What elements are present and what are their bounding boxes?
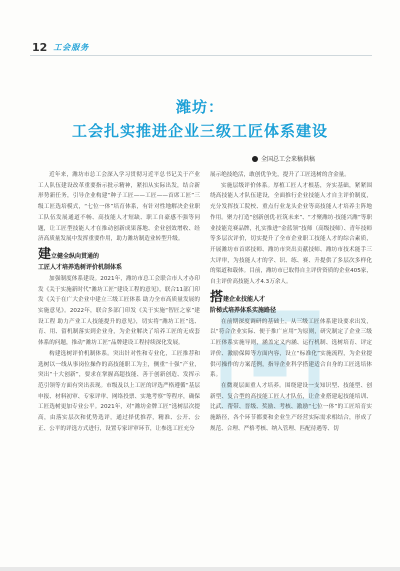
section-heading-text: 建企业技能人才	[223, 295, 266, 303]
section-heading-text: 立健全纵向贯通的	[51, 252, 100, 260]
section-subheading: 阶梯式培养体系实施路径	[210, 306, 277, 314]
left-column	[38, 170, 200, 434]
section-heading-initial: 建	[38, 246, 52, 262]
paragraph: 实施层级评价体系。厚植工匠人才根基，夯实基础，紧紧围绕高技能人才队伍建设，全面推行企业技能人才自主评价制度，充分发挥技工院校、重点行业龙头企业等高技能人才培养主阵地作用。聚力打造“创新创优·匠筑未来”、“才聚潍坊·技能兴潍”等职业技能竞赛品牌，扎实推进“金蓝领”技师（高级技师）、青年技师等多层次评价，切实提升了全市企业职工技能人才的综合素质，开展潍坊市首席技师、潍坊市突出贡献技师、潍坊市技术能手三大评审，为技能人才的学、识、练、赛、升提供了多层次多样化的渠道和载体。目前，潍坊市已取得自主评价资质的企业405家，自主评价高技能人才4.3万余人。	[210, 182, 372, 286]
section-name: 工会服务	[53, 42, 90, 52]
right-column	[210, 170, 372, 434]
section-heading-2	[210, 291, 372, 304]
paragraph: 加强制度体系建设。2021年，潍坊市总工会联合市人才办印发《关于实施新时代“潍坊工匠”建设工程的意见》，联合11部门印发《关于在广大企业中建立三级工匠体系 助力全市高质量发展的实施意见》。2022年，联合多部门印发《关于实施“智匠之家”建设工程 助力产业工人技能提升的意见》，切实将“潍坊工匠”选、育、用、留机制落实到企业身，为企业解决了培养工匠的无成套体系的问题，推动“潍坊工匠”品牌建设工程持续深化发展。	[38, 275, 200, 347]
byline-text: 全国总工会来稿供稿	[261, 156, 316, 163]
paragraph: 构建选树评价机制体系。突出针对性和专业化，工匠推荐和选树以一线从事岗位操作的高技能职工为主，侧重“十强”产业，突出“十大创新”，要求在掌握高超技能、善于创新创造、发挥示范引领等方面有突出表现。市级及以上工匠的评选严格遵循“基层申报、材料初审、专家评审、网络投票、实地考察”等程序，确保工匠选树更加专业公平。2021年，对“潍坊金牌工匠”选树层次提高，由落实层次和优势选评，通过择优推荐，精准、公开、公正、公平的评选方式进行，设置专家评审环节，让参选工匠充分	[38, 350, 200, 432]
section-heading-1	[38, 248, 200, 261]
paragraph: 在微观层面重人才培养。围绕建设一支知识型、技能型、创新型、复合型的高技能工匠人才队伍，让企业搭建起技能培训、比武、帮带、晋级、奖励、考核、激励“七位一体”的工匠培育实施路径，各个环节都要和企业生产经营实际需求相结合，形成了规范、合理、严格考核、纳入管理、匹配待遇等、切	[210, 382, 372, 432]
paragraph: 近年来，潍坊市总工会深入学习贯彻习近平总书记关于产业工人队伍建设改革重要指示批示精神，紧扣从实际出发，结合新形势新任务，引导企业构建“种子工匠——工匠——首席工匠”三级工匠选培模式，“七位一体”培育体系，有针对性地解决企业职工队伍发展通道不畅、高技能人才短缺、职工自豪感不强等问题，让工匠型技能人才在推动创新成果落地、企业创效增收、经济高质量发展中发挥重要作用，助力潍坊制造业转型升级。	[38, 172, 200, 243]
header-divider	[30, 55, 372, 56]
page-number: 12	[32, 40, 48, 54]
article-title-line2: 工会扎实推进企业三级工匠体系建设	[71, 122, 328, 140]
article-title-line1: 潍坊：	[175, 98, 224, 116]
section-heading-initial: 搭	[210, 289, 224, 305]
section-subheading: 工匠人才培养选树评价机制体系	[38, 263, 123, 271]
page-header	[32, 40, 89, 54]
page-bottom-edge	[0, 567, 400, 571]
paragraph: 展示绝技绝活，敢创优争先，提升了工匠选树的含金量。	[210, 172, 350, 178]
bullet-icon	[252, 156, 258, 162]
paragraph: 在前期深度调研的基础上，从三级工匠体系建设要求出发，以“符合企业实际、便于推广应用”为原则，研究制定了企业三级工匠体系实施导则，涵盖定义内涵、运行机制、选树培育、评定评价、激励保障等方面内容，设立“标准化”实施流程，为企业提供可操作的方案范例，指导企业科学搭建适合自身的工匠选培体系。	[210, 318, 372, 379]
byline	[252, 154, 315, 163]
